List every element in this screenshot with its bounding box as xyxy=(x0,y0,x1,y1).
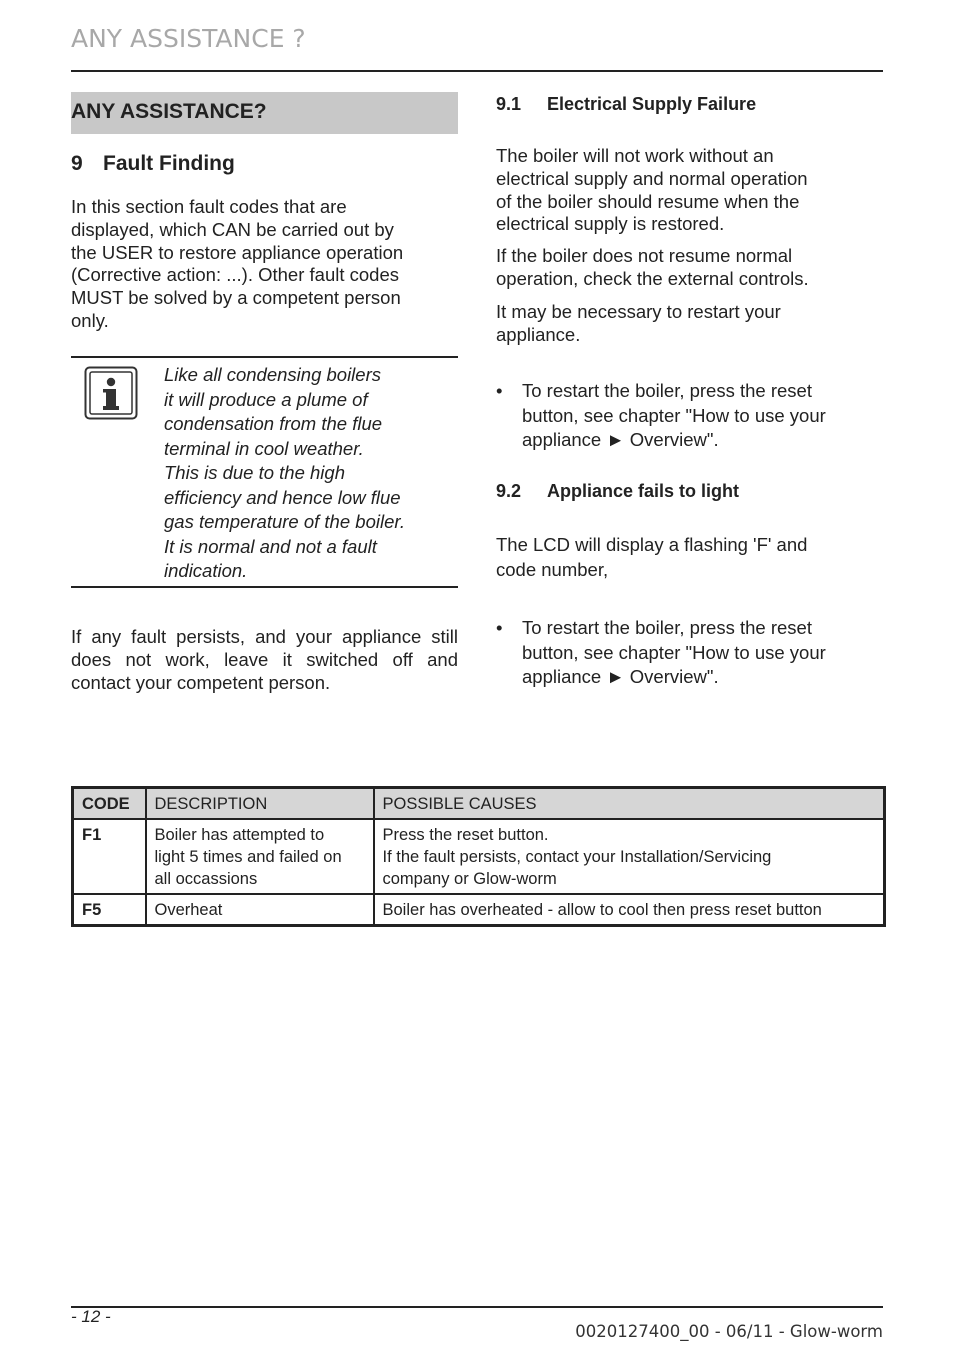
paragraph-line: operation, check the external controls. xyxy=(496,267,809,289)
section-banner-title: ANY ASSISTANCE? xyxy=(71,100,267,123)
causes-cell xyxy=(374,894,885,926)
heading-text: Fault Finding xyxy=(103,152,235,175)
intro-paragraph xyxy=(71,196,458,333)
paragraph-line: electrical supply and normal operation xyxy=(496,167,808,189)
intro-line: the USER to restore appliance operation xyxy=(71,241,404,263)
paragraph-line: code number, xyxy=(496,559,609,580)
intro-line: displayed, which CAN be carried out by xyxy=(71,218,394,240)
bullet-line: button, see chapter "How to use your xyxy=(522,641,826,663)
note-line: This is due to the high xyxy=(164,462,345,483)
cell-line: Press the reset button. xyxy=(382,826,549,844)
section-title: Electrical Supply Failure xyxy=(547,94,757,114)
section-number: 9.2 xyxy=(496,481,522,501)
section-title: Appliance fails to light xyxy=(547,481,740,501)
section-9-1-heading xyxy=(496,94,756,115)
info-icon xyxy=(84,366,138,420)
note-top-rule xyxy=(71,356,458,358)
running-header: ANY ASSISTANCE ? xyxy=(71,24,306,53)
section-banner xyxy=(71,92,458,134)
fault-code-cell: F5 xyxy=(73,894,146,926)
bullet-line: To restart the boiler, press the reset xyxy=(522,380,812,401)
paragraph-line: electrical supply is restored. xyxy=(496,213,725,235)
table-header-row xyxy=(73,788,885,820)
lcd-paragraph xyxy=(496,532,883,582)
table-row xyxy=(73,819,885,894)
paragraph-line: appliance. xyxy=(496,323,581,345)
section-number: 9.1 xyxy=(496,94,522,114)
bullet-line: To restart the boiler, press the reset xyxy=(522,617,812,638)
note-bottom-rule xyxy=(71,586,458,588)
bullet-dot: • xyxy=(496,380,503,401)
cell-line: Boiler has overheated - allow to cool then press reset button xyxy=(382,901,822,919)
fault-finding-heading xyxy=(71,152,235,176)
cell-line: all occassions xyxy=(154,870,258,888)
note-line: gas temperature of the boiler. xyxy=(164,511,405,532)
note-line: it will produce a plume of xyxy=(164,388,368,410)
bullet-dot: • xyxy=(496,617,503,638)
note-line: efficiency and hence low flue xyxy=(164,486,401,508)
fault-code-table xyxy=(71,786,886,927)
intro-line: (Corrective action: ...). Other fault codes xyxy=(71,264,399,286)
paragraph-line: If the boiler does not resume normal xyxy=(496,245,793,266)
note-line: terminal in cool weather. xyxy=(164,437,364,459)
supply-paragraph-3 xyxy=(496,301,883,347)
bullet-line: button, see chapter "How to use your xyxy=(522,404,826,426)
document-reference: 0020127400_00 - 06/11 - Glow-worm xyxy=(575,1322,883,1341)
page-number: - 12 - xyxy=(71,1307,111,1326)
supply-paragraph-2 xyxy=(496,245,883,291)
bullet-line: appliance ► Overview". xyxy=(522,666,719,687)
causes-cell xyxy=(374,819,885,894)
paragraph-line: The LCD will display a flashing 'F' and xyxy=(496,534,808,555)
cell-line: light 5 times and failed on xyxy=(154,848,342,866)
column-header-code: CODE xyxy=(73,788,146,820)
cell-line: Overheat xyxy=(154,901,223,919)
table-row xyxy=(73,894,885,926)
section-9-2-heading xyxy=(496,481,739,502)
bullet-text xyxy=(522,616,872,690)
supply-paragraph-1 xyxy=(496,145,883,236)
heading-number: 9 xyxy=(71,152,83,175)
fault-code-cell: F1 xyxy=(73,819,146,894)
bullet-line: appliance ► Overview". xyxy=(522,429,719,450)
intro-line: MUST be solved by a competent person xyxy=(71,287,401,309)
bullet-text xyxy=(522,379,872,453)
note-line: condensation from the flue xyxy=(164,413,383,434)
cell-line: company or Glow-worm xyxy=(382,870,557,888)
intro-line: only. xyxy=(71,309,109,331)
restart-bullet-2 xyxy=(496,616,883,692)
footer-rule xyxy=(71,1306,883,1308)
note-text xyxy=(164,363,454,584)
column-header-causes: POSSIBLE CAUSES xyxy=(374,788,885,820)
note-line: indication. xyxy=(164,560,248,581)
note-line: It is normal and not a fault xyxy=(164,535,377,557)
note-line: Like all condensing boilers xyxy=(164,364,381,385)
intro-line: In this section fault codes that are xyxy=(71,196,347,217)
cell-line: Boiler has attempted to xyxy=(154,826,325,844)
restart-bullet-1 xyxy=(496,379,883,455)
paragraph-line: of the boiler should resume when the xyxy=(496,190,800,212)
paragraph-line: The boiler will not work without an xyxy=(496,145,774,166)
description-cell xyxy=(146,819,374,894)
paragraph-line: It may be necessary to restart your xyxy=(496,301,781,322)
column-header-description: DESCRIPTION xyxy=(146,788,374,820)
description-cell xyxy=(146,894,374,926)
cell-line: If the fault persists, contact your Installation/Servicing xyxy=(382,848,772,866)
persist-paragraph: If any fault persists, and your appliance still does not work, leave it switched off and contact your competent person. xyxy=(71,626,458,693)
header-rule xyxy=(71,70,883,72)
